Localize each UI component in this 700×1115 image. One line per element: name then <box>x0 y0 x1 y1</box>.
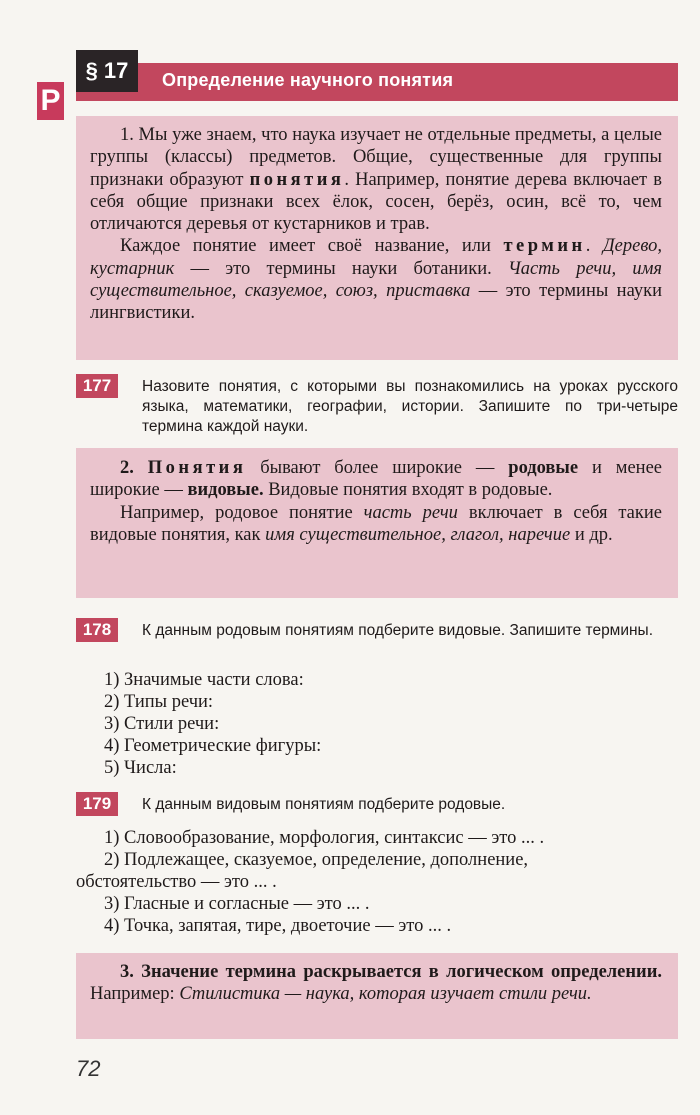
text-span: Видовые понятия входят в родовые. <box>263 480 553 501</box>
list-item: 3) Гласные и согласные — это ... . <box>104 894 370 914</box>
example-italic: часть речи <box>363 502 458 523</box>
section-title: Определение научного понятия <box>162 70 454 90</box>
text-span: 2. <box>120 458 148 478</box>
theory-paragraph <box>90 124 662 235</box>
term-bold: видовые. <box>187 480 264 501</box>
list-item: 1) Словообразование, морфология, синтаксис — это ... . <box>104 828 545 848</box>
text-span: . <box>585 236 603 257</box>
list-item: 1) Значимые части слова: <box>104 670 304 690</box>
theory-paragraph <box>90 235 662 324</box>
theory-paragraph <box>90 457 662 502</box>
list-item: 4) Точка, запятая, тире, двоеточие — это ... . <box>104 916 452 936</box>
text-span: . Например, понятие дерева включает в себя общие признаки всех ёлок, сосен, берёз, осин, всё то, чем отличаются деревья от кустарников и трав. <box>90 169 662 235</box>
theory-paragraph <box>90 502 662 547</box>
list-item: 2) Подлежащее, сказуемое, определение, дополнение, <box>104 850 529 870</box>
term-highlight: Понятия <box>147 458 247 478</box>
section-type-badge: Р <box>37 82 64 120</box>
exercise-177-text: Назовите понятия, с которыми вы познакомились на уроках русского языка, математики, географии, истории. Запишите по три-четыре термина каждой науки. <box>142 378 678 435</box>
exercise-178-text: К данным родовым понятиям подберите видовые. Запишите термины. <box>142 622 654 639</box>
term-bold: 3. Значение термина раскрывается в логическом определении. <box>120 962 662 982</box>
text-span: Каждое понятие имеет своё название, или <box>120 236 504 257</box>
section-number: § 17 <box>76 50 138 92</box>
list-item: 4) Геометрические фигуры: <box>104 736 322 756</box>
term-highlight: понятия <box>249 169 345 190</box>
term-bold: родовые <box>508 458 579 478</box>
list-item: 2) Типы речи: <box>104 692 214 712</box>
exercise-number-179: 179 <box>76 792 118 816</box>
text-span: Например, родовое понятие <box>120 502 364 523</box>
exercise-number-178: 178 <box>76 618 118 642</box>
term-highlight: термин <box>503 236 586 257</box>
example-italic: имя существительное, глагол, наречие <box>265 524 571 545</box>
text-span: включает в себя такие видовые понятия, как <box>90 502 662 545</box>
list-item: обстоятельство — это ... . <box>76 872 277 892</box>
theory-block-1 <box>76 116 678 360</box>
exercise-number-177: 177 <box>76 374 118 398</box>
text-span: — это термины науки лингвистики. <box>90 281 662 324</box>
page-number: 72 <box>76 1056 101 1081</box>
theory-paragraph <box>90 961 662 1006</box>
theory-block-3 <box>76 953 678 1039</box>
text-span: Например: <box>90 984 180 1005</box>
list-item: 3) Стили речи: <box>104 714 220 734</box>
text-span: 1. Мы уже знаем, что наука изучает не отдельные предметы, а целые группы (классы) предметов. Общие, существенные для группы признаки образуют <box>90 125 662 190</box>
list-item: 5) Числа: <box>104 758 177 778</box>
text-span: и др. <box>570 524 613 545</box>
text-span: и менее широкие — <box>90 458 662 501</box>
exercise-179-text: К данным видовым понятиям подберите родовые. <box>142 796 506 813</box>
example-italic: Дерево, кустарник <box>90 236 662 279</box>
theory-block-2 <box>76 448 678 598</box>
example-italic: Часть речи, имя существительное, сказуемое, союз, приставка <box>90 258 662 302</box>
example-italic: Стилистика — наука, которая изучает стили речи. <box>179 984 592 1005</box>
text-span: — это термины науки ботаники. <box>174 258 508 279</box>
text-span: бывают более широкие — <box>246 458 509 478</box>
